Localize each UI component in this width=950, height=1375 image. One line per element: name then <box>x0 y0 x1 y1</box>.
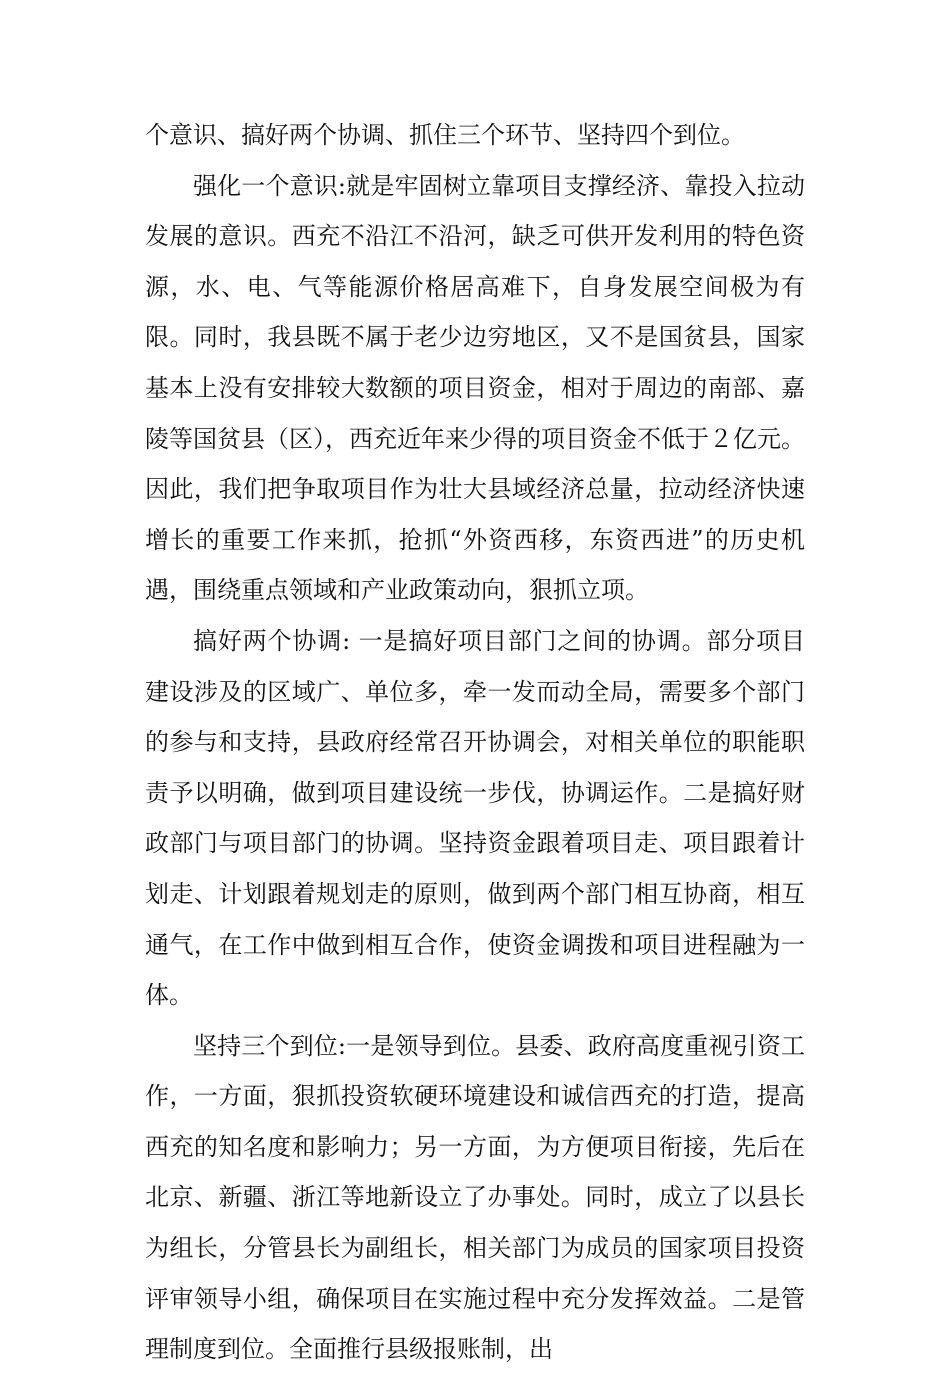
paragraph-three-in-place: 坚持三个到位:一是领导到位。县委、政府高度重视引资工作，一方面，狠抓投资软硬环境建设和诚信西充的打造，提高西充的知名度和影响力；另一方面，为方便项目衔接，先后在北京、新疆、浙江等地新设立了办事处。同时，成立了以县长为组长，分管县长为副组长，相关部门为成员的国家项目投资评审领导小组，确保项目在实施过程中充分发挥效益。二是管理制度到位。全面推行县级报账制，出 <box>145 1031 805 1364</box>
paragraph-two-coordinations: 搞好两个协调: 一是搞好项目部门之间的协调。部分项目建设涉及的区域广、单位多，牵一发而动全局，需要多个部门的参与和支持，县政府经常召开协调会，对相关单位的职能职责予以明确，做到项目建设统一步伐，协调运作。二是搞好财政部门与项目部门的协调。坚持资金跟着项目走、项目跟着计划走、计划跟着规划走的原则，做到两个部门相互协商，相互通气，在工作中做到相互合作，使资金调拨和项目进程融为一体。 <box>145 626 805 1010</box>
document-body <box>145 110 805 1375</box>
paragraph-strengthen-awareness: 强化一个意识:就是牢固树立靠项目支撑经济、靠投入拉动发展的意识。西充不沿江不沿河，缺乏可供开发利用的特色资源，水、电、气等能源价格居高难下，自身发展空间极为有限。同时，我县既不属于老少边穷地区，又不是国贫县，国家基本上没有安排较大数额的项目资金，相对于周边的南部、嘉陵等国贫县（区），西充近年来少得的项目资金不低于２亿元。因此，我们把争取项目作为壮大县域经济总量，拉动经济快速增长的重要工作来抓，抢抓“外资西移，东资西进”的历史机遇，围绕重点领域和产业政策动向，狠抓立项。 <box>145 171 805 605</box>
paragraph-continuation: 个意识、搞好两个协调、抓住三个环节、坚持四个到位。 <box>145 121 745 149</box>
